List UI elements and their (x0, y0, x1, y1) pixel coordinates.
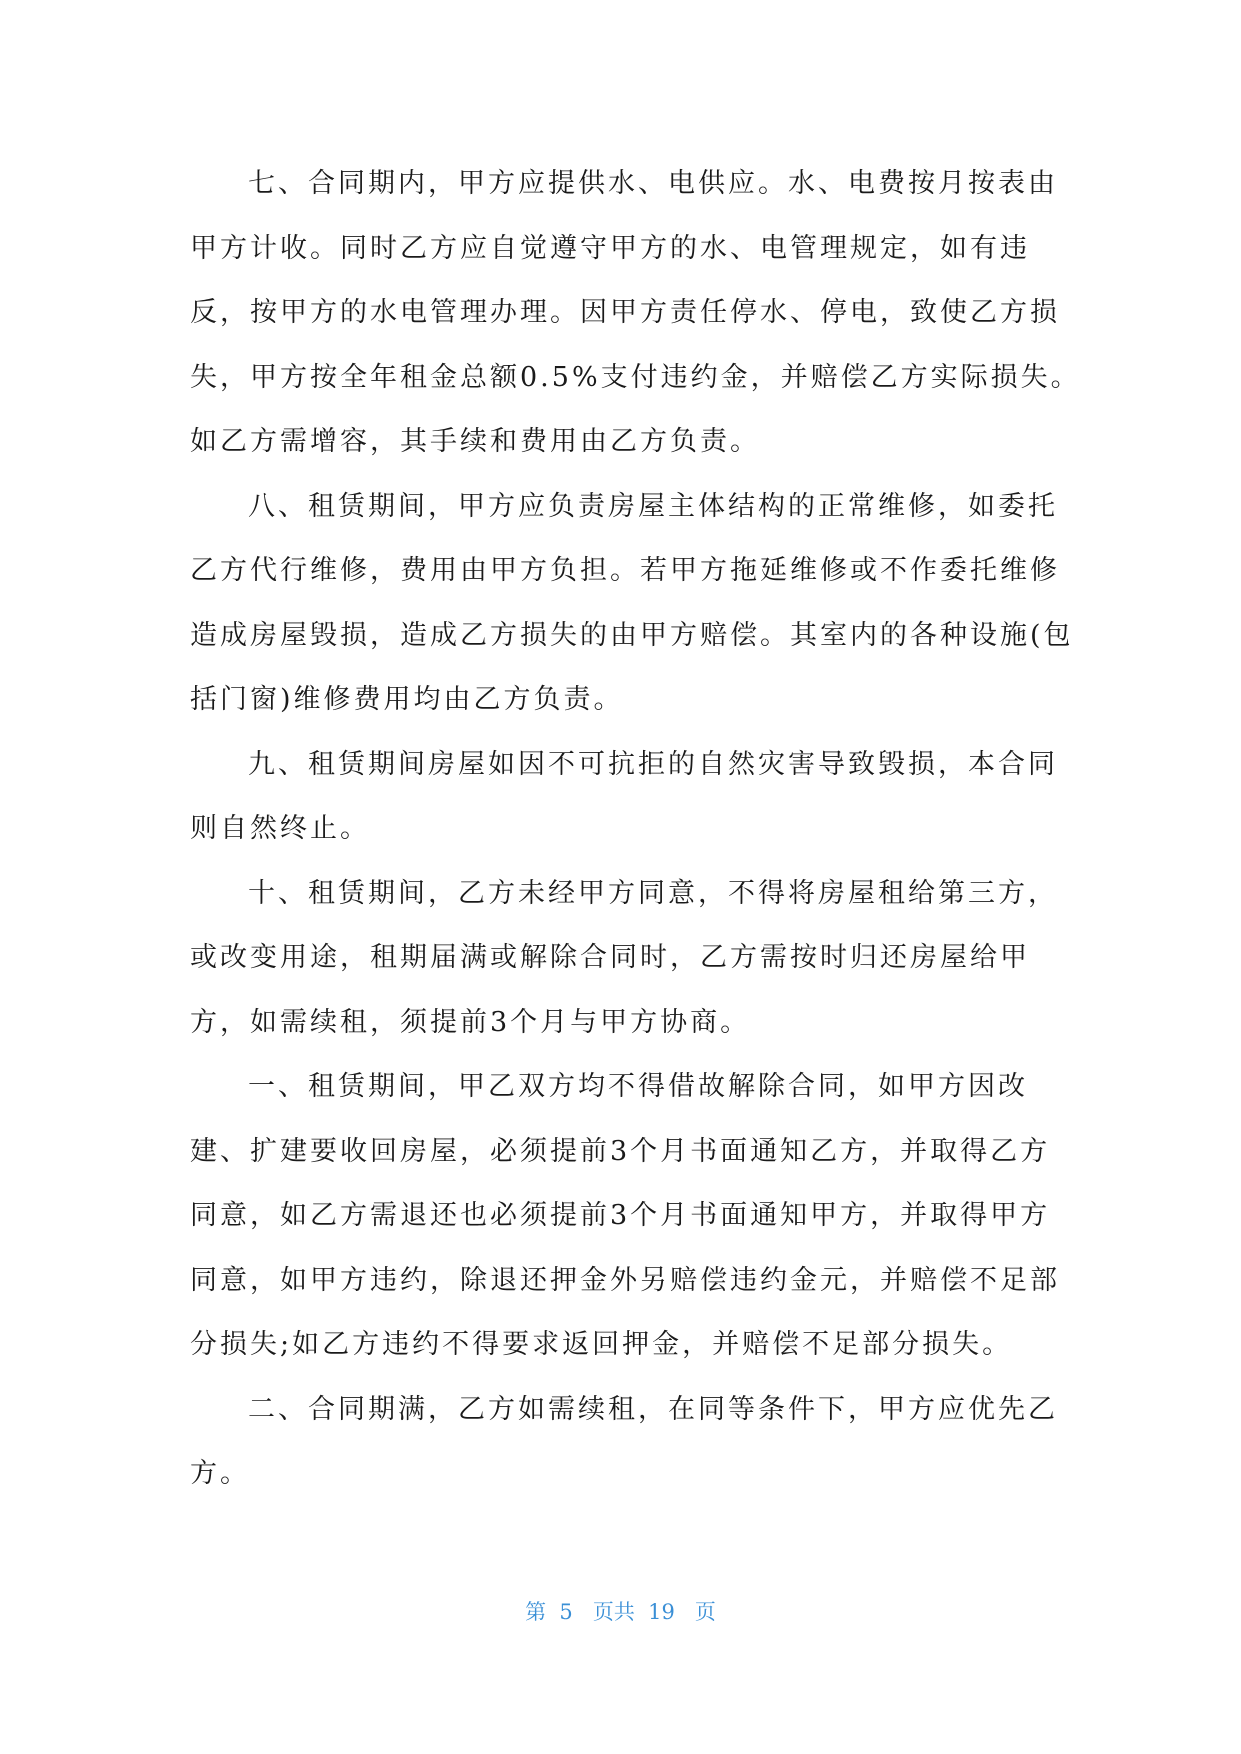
paragraph-clause-7 (190, 152, 1081, 475)
text-line: 反，按甲方的水电管理办理。因甲方责任停水、停电，致使乙方损 (190, 297, 1060, 328)
text-line: 方，如需续租，须提前3个月与甲方协商。 (190, 1006, 751, 1038)
text-line: 同意，如乙方需退还也必须提前3个月书面通知甲方，并取得甲方 (190, 1200, 1051, 1231)
text-line: 乙方代行维修，费用由甲方负担。若甲方拖延维修或不作委托维修 (190, 555, 1060, 586)
document-body (190, 152, 1081, 1507)
text-line: 七、合同期内，甲方应提供水、电供应。水、电费按月按表由 (248, 168, 1058, 199)
text-line: 同意，如甲方违约，除退还押金外另赔偿违约金元，并赔偿不足部 (190, 1264, 1060, 1296)
text-line: 失，甲方按全年租金总额0.5%支付违约金，并赔偿乙方实际损失。 (190, 361, 1081, 393)
paragraph-clause-8 (190, 475, 1074, 733)
text-line: 分损失;如乙方违约不得要求返回押金，并赔偿不足部分损失。 (190, 1329, 1013, 1360)
text-line: 或改变用途，租期届满或解除合同时，乙方需按时归还房屋给甲 (190, 942, 1030, 973)
text-line: 括门窗)维修费用均由乙方负责。 (190, 684, 624, 715)
paragraph-clause-11 (190, 1055, 1060, 1378)
text-line: 二、合同期满，乙方如需续租，在同等条件下，甲方应优先乙 (248, 1393, 1058, 1425)
text-line: 则自然终止。 (190, 813, 370, 844)
text-line: 造成房屋毁损，造成乙方损失的由甲方赔偿。其室内的各种设施(包 (190, 619, 1074, 651)
text-line: 甲方计收。同时乙方应自觉遵守甲方的水、电管理规定，如有违 (190, 232, 1030, 264)
text-line: 八、租赁期间，甲方应负责房屋主体结构的正常维修，如委托 (248, 490, 1058, 522)
paragraph-clause-12 (190, 1378, 1060, 1507)
page-number-footer: 第 5 页共 19 页 (525, 1600, 716, 1624)
paragraph-clause-9 (190, 733, 1060, 862)
text-line: 一、租赁期间，甲乙双方均不得借故解除合同，如甲方因改 (248, 1071, 1028, 1102)
paragraph-clause-10 (190, 862, 1060, 1056)
text-line: 十、租赁期间，乙方未经甲方同意，不得将房屋租给第三方， (248, 877, 1058, 909)
text-line: 如乙方需增容，其手续和费用由乙方负责。 (190, 426, 760, 457)
text-line: 方。 (190, 1458, 250, 1489)
text-line: 建、扩建要收回房屋，必须提前3个月书面通知乙方，并取得乙方 (190, 1135, 1051, 1167)
text-line: 九、租赁期间房屋如因不可抗拒的自然灾害导致毁损，本合同 (248, 748, 1058, 780)
